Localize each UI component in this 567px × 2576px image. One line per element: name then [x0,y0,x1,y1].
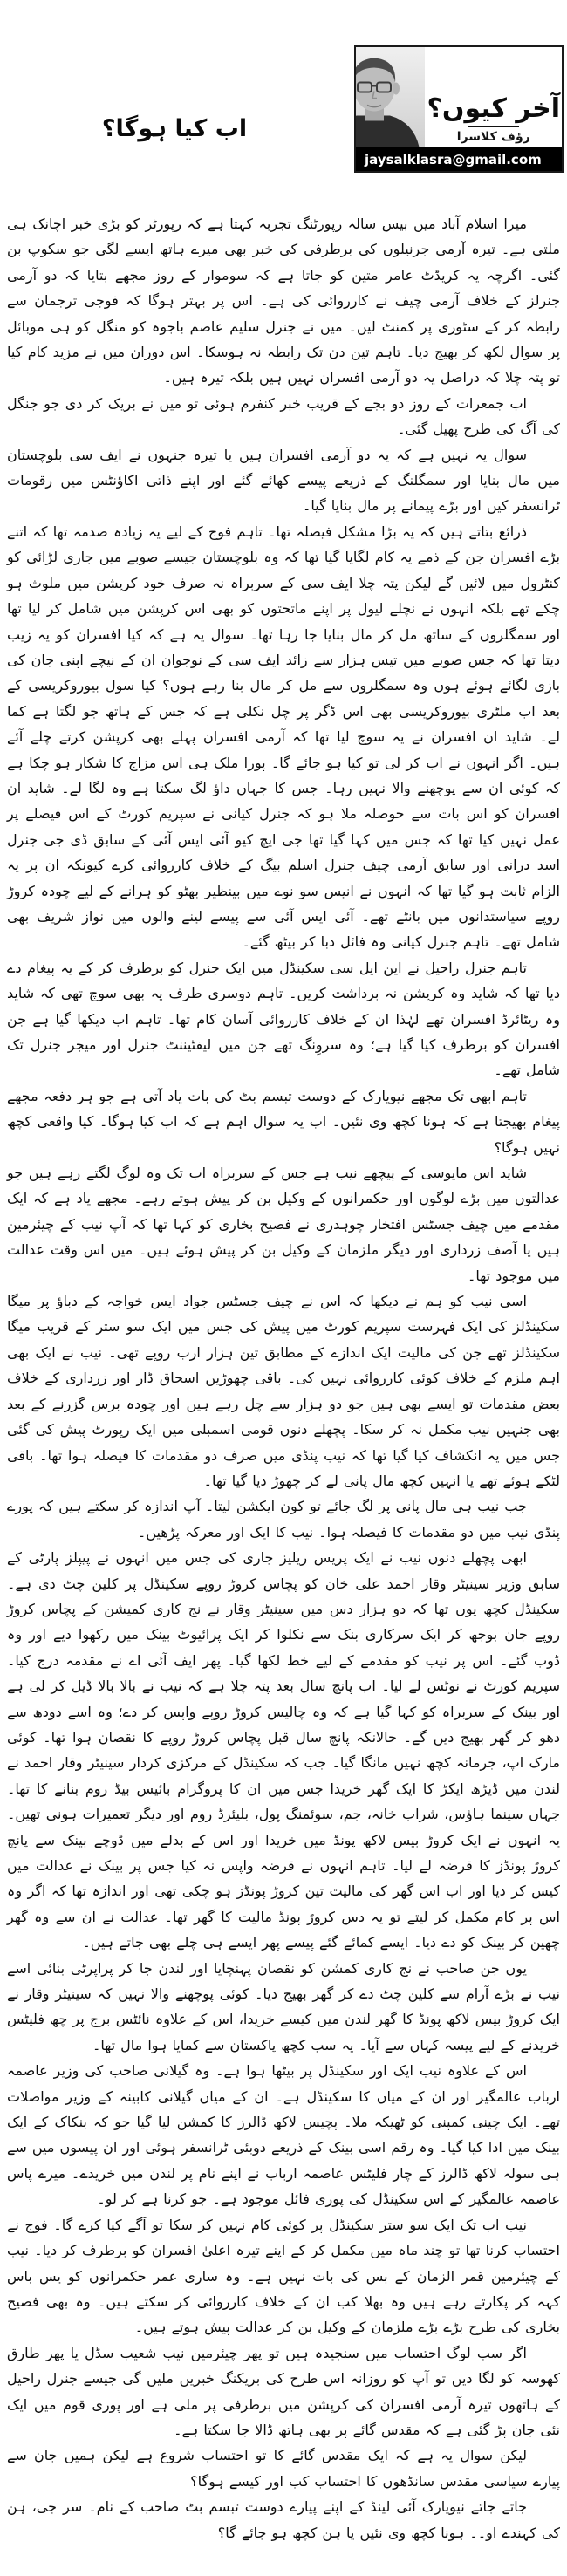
article-paragraph: ابھی پچھلے دنوں نیب نے ایک پریس ریلیز جاری کی جس میں انہوں نے پیپلز پارٹی کے سابق وزیر سینیٹر وقار احمد علی خان کو پچاس کروڑ روپے سکینڈل پر کلین چٹ دی ہے۔ سکینڈل کچھ یوں تھا کہ دو ہزار دس میں سینیٹر وقار نے نج کاری کمیشن کے پچاس کروڑ روپے جان بوجھ کر ایک سرکاری بنک سے نکلوا کر ایک پرائیوٹ بینک میں رکھوا دیے اور وہ ڈوب گئے۔ اس پر نیب کو مقدمے کے لیے خط لکھا گیا۔ پھر ایف آئی اے نے مقدمہ درج کیا۔ سپریم کورٹ نے نوٹس لے لیا۔ اب پانچ سال بعد پتہ چلا ہے کہ نیب نے بالا بالا ڈیل کر لی ہے اور بینک کے سربراہ کو کہا گیا ہے کہ وہ چالیس کروڑ روپے واپس کر دے؛ وہ اسے دودھ سے دھو کر گھر بھیج دیں گے۔ حالانکہ پانچ سال قبل پچاس کروڑ روپے کا نقصان ہوا تھا۔ کوئی مارک اپ، جرمانہ کچھ نہیں مانگا گیا۔ جب کہ سکینڈل کے مرکزی کردار سینیٹر وقار احمد نے لندن میں ڈیڑھ ایکڑ کا ایک گھر خریدا جس میں ان کا پروگرام بائیس بیڈ روم بنانے کا تھا۔ جہاں سینما ہاؤس، شراب خانہ، جم، سوئمنگ پول، بلیئرڈ روم اور دیگر تعمیرات ہونی تھیں۔ یہ انہوں نے ایک کروڑ بیس لاکھ پونڈ میں خریدا اور اس کے بدلے میں ڈوچے بینک سے پانچ کروڑ پونڈز کا قرضہ لے لیا۔ تاہم انہوں نے قرضہ واپس نہ کیا جس پر بینک نے عدالت میں کیس کر دیا اور اب اس گھر کی مالیت تین کروڑ پونڈز ہو چکی تھی اور اندازہ تھا کہ اگر وہ اس پر کام مکمل کر لیتے تو یہ دس کروڑ پونڈ مالیت کا گھر تھا۔ عدالت نے ان سے وہ گھر چھین کر بینک کو دے دیا۔ ایسے کمائے گئے پیسے پھر ایسے ہی چلے بھی جاتے ہیں۔ [7,1549,560,1951]
article-paragraph: اس کے علاوہ نیب ایک اور سکینڈل پر بیٹھا ہوا ہے۔ وہ گیلانی صاحب کی وزیر عاصمہ ارباب عالمگیر اور ان کے میاں کا سکینڈل ہے۔ ان کے میاں گیلانی کابینہ کے وزیر مواصلات تھے۔ ایک چینی کمپنی کو ٹھیکہ ملا۔ پچیس لاکھ ڈالرز کا کمشن لیا گیا جو کہ بنکاک کے ایک بینک میں ادا کیا گیا۔ وہ رقم اسی بینک کے ذریعے دوبئی ٹرانسفر ہوئی اور ان پیسوں میں سے ہی سولہ لاکھ ڈالرز کے چار فلیٹس عاصمہ ارباب نے اپنے نام پر لندن میں خریدے۔ میرے پاس عاصمہ عالمگیر کے اس سکینڈل کی پوری فائل موجود ہے۔ جو کرنا ہے کر لو۔ [6,2062,560,2208]
article-paragraph: شاید اس مایوسی کے پیچھے نیب ہے جس کے سربراہ اب تک وہ لوگ لگتے رہے ہیں جو عدالتوں میں بڑے لوگوں اور حکمرانوں کے وکیل بن کر پیش ہوتے رہے۔ مجھے یاد ہے کہ ایک مقدمے میں چیف جسٹس افتخار چوہدری نے فصیح بخاری کو کہا تھا کہ آپ نیب کے چیئرمین ہیں یا آصف زرداری اور دیگر ملزمان کے وکیل بن کر پیش ہوئے ہیں۔ میں اس وقت عدالت میں موجود تھا۔ [7,1165,560,1284]
column-masthead [354,45,564,173]
email-bar [356,147,562,171]
author-email: jaysalklasra@gmail.com [365,151,542,167]
title-divider [468,126,519,127]
article-body [7,211,560,2545]
article-paragraph: اب جمعرات کے روز دو بجے کے قریب خبر کنفرم ہوئی تو میں نے بریک کر دی جو جنگل کی آگ کی طرح پھیل گئی۔ [7,394,560,438]
masthead-titles [425,47,562,147]
article-paragraph: ذرائع بتاتے ہیں کہ یہ بڑا مشکل فیصلہ تھا۔ تاہم فوج کے لیے یہ زیادہ صدمہ تھا کہ اتنے بڑے افسران جن کے ذمے یہ کام لگایا گیا تھا کہ وہ بلوچستان جیسے صوبے میں جاری لڑائی کو کنٹرول میں لائیں گے لیکن پتہ چلا ایف سی کے سربراہ نہ صرف خود کرپشن میں ملوث ہو چکے تھے بلکہ انہوں نے نچلے لیول پر اپنے ماتحتوں کو بھی اس کرپشن میں شامل کر لیا تھا اور سمگلروں کے ساتھ مل کر مال بنایا جا رہا تھا۔ سوال یہ ہے کہ کیا افسران کو یہ زیب دیتا تھا کہ جس صوبے میں تیس ہزار سے زائد ایف سی کے نوجوان ان کے نیچے اپنی جان کی بازی لگائے ہوئے ہوں وہ سمگلروں سے مل کر مال بنا رہے ہوں؟ کیا سول بیوروکریسی کے بعد اب ملٹری بیوروکریسی بھی اس ڈگر پر چل نکلی ہے کہ جس کے ہاتھ جو لگتا ہے کما لے۔ شاید ان افسران نے یہ سوچ لیا تھا کہ آرمی افسران پہلے بھی کرپشن کرتے چلے آئے ہیں۔ اگر انہوں نے اب کر لی تو کیا ہو جائے گا۔ پورا ملک ہی اس مزاج کا شکار ہو چکا ہے کہ کوئی ان سے پوچھنے والا نہیں رہا۔ جس کا جہاں داؤ لگ سکتا ہے وہ لگا لے۔ شاید ان افسران کو اس بات سے حوصلہ ملا ہو کہ جنرل کیانی نے سپریم کورٹ کے اس فیصلے پر عمل نہیں کیا تھا کہ جس میں کہا گیا تھا جی ایچ کیو آئی ایس آئی کے سابق ڈی جی جنرل اسد درانی اور سابق آرمی چیف جنرل اسلم بیگ کے خلاف کارروائی کرے کیونکہ ان پر یہ الزام ثابت ہو گیا تھا کہ انہوں نے انیس سو نوے میں بینظیر بھٹو کو ہرانے کے لیے چودہ کروڑ روپے سیاستدانوں میں بانٹے تھے۔ آئی ایس آئی سے پیسے لینے والوں میں نواز شریف بھی شامل تھے۔ تاہم جنرل کیانی وہ فائل دبا کر بیٹھ گئے۔ [7,523,561,951]
article-paragraph: جاتے جاتے نیویارک آئی لینڈ کے اپنے پیارے دوست تبسم بٹ صاحب کے نام۔ سر جی، ہن کی کہندے او۔۔ ہونا کچھ وی نئیں یا ہن کچھ ہو جائے گا؟ [7,2498,560,2541]
article-paragraph: اسی نیب کو ہم نے دیکھا کہ اس نے چیف جسٹس جواد ایس خواجہ کے دباؤ پر میگا سکینڈلز کی ایک فہرست سپریم کورٹ میں پیش کی جس میں ایک سو ستر کے قریب میگا سکینڈلز تھے جن کی مالیت ایک اندازے کے مطابق تین ہزار ارب روپے تھی۔ نیب نے ایک بھی اہم ملزم کے خلاف کوئی کارروائی نہیں کی۔ باقی چھوڑیں اسحاق ڈار اور زرداری کے خلاف بعض مقدمات تو ایسے بھی ہیں جو دو ہزار سے چل رہے ہیں اور چودہ برس گزرنے کے بعد بھی جنہیں نیب مکمل نہ کر سکا۔ پچھلے دنوں قومی اسمبلی میں ایک رپورٹ پیش کی گئی جس میں یہ انکشاف کیا گیا تھا کہ نیب پنڈی میں صرف دو مقدمات کا فیصلہ ہوا تھا۔ باقی لٹکے ہوئے تھے یا انہیں کچھ مال پانی لے کر چھوڑ دیا گیا تھا۔ [7,1293,560,1489]
article-paragraph: جب نیب ہی مال پانی پر لگ جائے تو کون ایکشن لیتا۔ آپ اندازہ کر سکتے ہیں کہ پورے پنڈی نیب میں دو مقدمات کا فیصلہ ہوا۔ نیب کا ایک اور معرکہ پڑھیں۔ [7,1498,560,1541]
article-paragraph: نیب اب تک ایک سو ستر سکینڈل پر کوئی کام نہیں کر سکا تو آگے کیا کرے گا۔ فوج نے احتساب کرنا تھا تو چند ماہ میں مکمل کر کے اپنے تیرہ اعلیٰ افسران کو برطرف کر دیا۔ نیب کے چیئرمین قمر الزمان کے بس کی بات نہیں ہے۔ وہ ساری عمر حکمرانوں کو یس باس کہہ کر پکارتے رہے ہیں وہ بھلا کب ان کے خلاف کارروائی کر سکتے ہیں۔ وہ بھی فصیح بخاری کی طرح بڑے بڑے ملزمان کے وکیل بن کر عدالت پیش ہوتے ہیں۔ [7,2216,560,2336]
article-paragraph: یوں جن صاحب نے نج کاری کمشن کو نقصان پہنچایا اور لندن جا کر پراپرٹی بنائی اسے نیب نے بڑے آرام سے کلین چٹ دے کر گھر بھیج دیا۔ کوئی پوچھنے والا نہیں کہ سینیٹر وقار نے ایک کروڑ بیس لاکھ پونڈ کا گھر لندن میں کیسے خریدا، اس کے علاوہ نائٹس برج پر چھ فلیٹس خریدنے کے لیے پیسہ کہاں سے آیا۔ یہ سب کچھ پاکستان سے کمایا ہوا مال تھا۔ [7,1959,560,2053]
article-paragraph: تاہم جنرل راحیل نے این ایل سی سکینڈل میں ایک جنرل کو برطرف کر کے یہ پیغام دے دیا تھا کہ شاید وہ کرپشن نہ برداشت کریں۔ تاہم دوسری طرف یہ بھی سوچ تھی کہ شاید وہ ریٹائرڈ افسران تھے لہٰذا ان کے خلاف کارروائی آسان کام تھا۔ تاہم اب دیکھا گیا ہے جن افسران کو برطرف کیا گیا ہے؛ وہ سروِنگ تھے جن میں لیفٹیننٹ جنرل اور میجر جنرل تک شامل تھے۔ [7,959,560,1079]
author-photo [354,47,425,147]
article-paragraph: سوال یہ نہیں ہے کہ یہ دو آرمی افسران ہیں یا تیرہ جنہوں نے ایف سی بلوچستان میں مال بنایا اور سمگلنگ کے ذریعے پیسے کھائے گئے اور اپنے ذاتی اکاؤنٹس میں رقومات ٹرانسفر کیں اور بڑے پیمانے پر مال بنایا گیا۔ [7,446,560,515]
article-paragraph: میرا اسلام آباد میں بیس سالہ رپورٹنگ تجربہ کہتا ہے کہ رپورٹر کو بڑی خبر اچانک ہی ملتی ہے۔ تیرہ آرمی جرنیلوں کی برطرفی کی خبر بھی میرے ہاتھ ایسے لگی جو سکوپ بن گئی۔ اگرچہ یہ کریڈٹ عامر متین کو جاتا ہے کہ سوموار کے روز مجھے بتایا کہ دو آرمی جنرلز کے خلاف آرمی چیف نے کارروائی کی ہے۔ اس پر بہتر ہوگا کہ فوجی ترجمان سے رابطہ کر کے سٹوری پر کمنٹ لیں۔ میں نے جنرل سلیم عاصم باجوہ کو منگل کو ہی موبائل پر سوال لکھ کر بھیج دیا۔ تاہم تین دن تک رابطہ نہ ہوسکا۔ اس دوران میں نے مزید کام کیا تو پتہ چلا کہ دراصل یہ دو آرمی افسران نہیں ہیں بلکہ تیرہ ہیں۔ [7,215,560,386]
article-paragraph: لیکن سوال یہ ہے کہ ایک مقدس گائے کا تو احتساب شروع ہے لیکن ہمیں جان سے پیارے سیاسی مقدس سانڈھوں کا احتساب کب اور کیسے ہوگا؟ [7,2447,560,2490]
article-paragraph: تاہم ابھی تک مجھے نیویارک کے دوست تبسم بٹ کی بات یاد آتی ہے جو ہر دفعہ مجھے پیغام بھیجتا ہے کہ ہونا کچھ وی نئیں۔ اب یہ سوال اہم ہے کہ اب کیا ہوگا۔ کیا واقعی کچھ نہیں ہوگا؟ [7,1087,560,1156]
article-headline: اب کیا ہوگا؟ [101,115,248,142]
author-name: رؤف کلاسرا [456,130,530,144]
column-title: آخر کیوں؟ [427,92,560,124]
author-portrait-illustration [354,47,425,147]
article-paragraph: اگر سب لوگ احتساب میں سنجیدہ ہیں تو پھر چیئرمین نیب شعیب سڈل یا پھر طارق کھوسہ کو لگا دیں تو آپ کو روزانہ اس طرح کی بریکنگ خبریں ملیں گی جیسے جنرل راحیل کے ہاتھوں تیرہ آرمی افسران کی کرپشن میں برطرفی پر ملی ہے اور پوری قوم میں ایک نئی جان پڑ گئی ہے کہ مقدس گائے پر بھی ہاتھ ڈالا جا سکتا ہے۔ [7,2344,560,2438]
masthead-content [356,47,562,147]
